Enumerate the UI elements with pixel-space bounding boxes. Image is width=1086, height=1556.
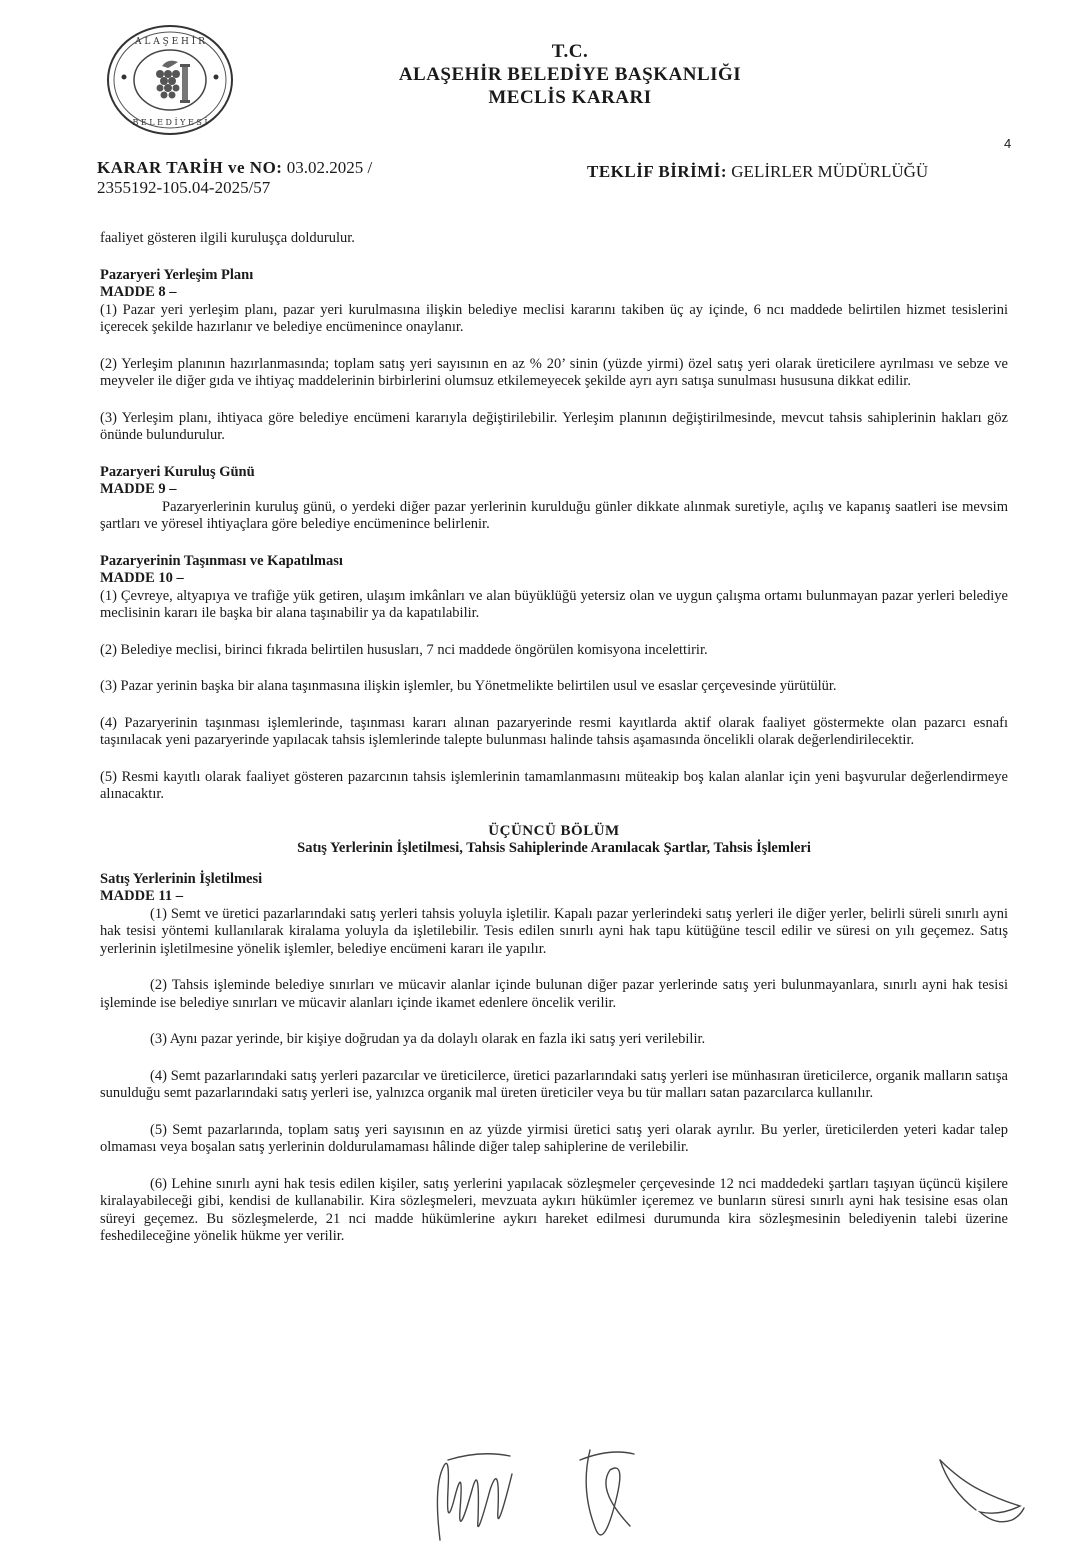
handwritten-signatures [420,1430,1040,1550]
proposing-unit-label: TEKLİF BİRİMİ: [587,162,728,181]
article-10-paragraph-2: (2) Belediye meclisi, birinci fıkrada belirtilen hususları, 7 nci maddede öngörülen komisyona incelettirir. [100,641,708,658]
article-10-paragraph-4: (4) Pazaryerinin taşınması işlemlerinde, taşınması kararı alınan pazaryerinde resmi kayıtlarda aktif olarak faaliyet göstermekte olan pazarcı esnafı taşınılacak yeni pazaryerinde yapılacak tahsis işlemlerinde talepte bulunması halinde tahsis aşamasında öncelikli olarak değerlendirilecektir. [100,714,1008,748]
article-11-paragraph-4: (4) Semt pazarlarındaki satış yerleri pazarcılar ve üreticilerce, üretici pazarlarındaki satış yerleri ise münhasıran üreticilerce, organik malların satışa sunulduğu semt pazarlarındaki satış yerleri ise, yalnızca organik mal üreten üreticiler veya bu tür malları satan pazarcılarca kullanılır. [100,1067,1008,1101]
article-9-paragraph-1: Pazaryerlerinin kuruluş günü, o yerdeki diğer pazar yerlerinin kurulduğu günler dikkate alınmak suretiyle, açılış ve kapanış saatleri ise mevsim şartları ve yöresel ihtiyaçlara göre belediye encümenince belirlenir. [100,498,1008,532]
svg-text:A L A Ş E H İ R: A L A Ş E H İ R [135,37,205,47]
page-number: 4 [1004,136,1012,151]
section-subtitle: Satış Yerlerinin İşletilmesi, Tahsis Sahiplerinde Aranılacak Şartlar, Tahsis İşlemleri [297,840,811,856]
article-8-paragraph-1: (1) Pazar yeri yerleşim planı, pazar yeri kurulmasına ilişkin belediye meclisi kararını takiben üç ay içinde, 6 ncı maddede belirtilen hizmet tesislerini içerecek şekilde hazırlanır ve belediye encümenince onaylanır. [100,301,1008,335]
article-10-label: MADDE 10 – [100,570,184,586]
header-municipality: ALAŞEHİR BELEDİYE BAŞKANLIĞI [398,64,742,85]
municipality-seal-logo [104,22,236,138]
header-doc-type: MECLİS KARARI [488,87,652,108]
document-body [100,230,1008,1246]
article-10-paragraph-1: (1) Çevreye, altyapıya ve trafiğe yük getiren, ulaşım imkânları ve alan büyüklüğü yetersiz olan ve uygun çalışma ortamı bulunmayan pazar yerleri belediye meclisinin kararı ile başka bir alana taşınabilir ya da kapatılabilir. [100,587,1008,621]
article-9-label: MADDE 9 – [100,481,177,497]
article-10-paragraph-3: (3) Pazar yerinin başka bir alana taşınmasına ilişkin işlemler, bu Yönetmelikte belirtilen usul ve esaslar çerçevesinde yürütülür. [100,678,837,694]
decision-date: 03.02.2025 / [286,158,373,177]
article-11-paragraph-2: (2) Tahsis işleminde belediye sınırları ve mücavir alanlar içinde bulunan diğer pazar yerlerinde satış yeri bulunmayanlara, sınırlı ayni hak tesisi işleminde ise belediye sınırları ve mücavir alanları içinde ikamet edenlere öncelik verilir. [100,977,1008,1011]
decision-number: 2355192-105.04-2025/57 [97,178,271,197]
article-11-paragraph-3: (3) Aynı pazar yerinde, bir kişiye doğrudan ya da dolaylı olarak en fazla iki satış yeri verilebilir. [150,1031,706,1047]
article-8-paragraph-2: (2) Yerleşim planının hazırlanmasında; toplam satış yeri sayısının en az % 20’ sinin (yüzde yirmi) özel satış yeri olarak üreticilere ayrılması ve sebze ve meyveler ile diğer gıda ve ihtiyaç maddelerinin birbirlerini olumsuz etkilemeyecek şekilde ayrı ayrı satışa sunulması hususuna dikkat edilir. [100,355,1008,389]
article-11-paragraph-6: (6) Lehine sınırlı ayni hak tesis edilen kişiler, satış yerlerini yapılacak sözleşmeler çerçevesinde 12 nci maddedeki şartları taşıyan üçüncü kişilere kiralayabileceği gibi, kendisi de kullanabilir. Kira sözleşmeleri, mevzuata aykırı hükümler içeremez ve bunların süresi sınırlı ayni hak tesisine esas olan süreyi geçemez. Bu sözleşmelerde, 21 nci madde hükümlerine aykırı hareket edilmesi durumunda kira sözleşmesinin belediyenin talebi üzerine feshedileceğine yönelik hükme yer verilir. [100,1175,1008,1244]
article-8-paragraph-3: (3) Yerleşim planı, ihtiyaca göre belediye encümeni kararıyla değiştirilebilir. Yerleşim planının değiştirilmesinde, mevcut tahsis sahiplerinin hakları göz önünde bulundurulur. [100,409,1008,443]
article-8-title: Pazaryeri Yerleşim Planı [100,266,254,283]
article-11-paragraph-1: (1) Semt ve üretici pazarlarındaki satış yerleri tahsis yoluyla işletilir. Kapalı pazar yerlerindeki satış yerleri ile diğer yerler, belirli süreli sınırlı ayni hak tesisi yöntemi kullanılarak kiralama yoluyla da işletilebilir. Tesis edilen sınırlı ayni hak tapu kütüğüne tescil edilir ve süresi on yılı geçemez. Satış yerlerinin işletilmesine yönelik işlemler, belediye encümeni kararı ile yapılır. [100,905,1008,957]
article-11-title: Satış Yerlerinin İşletilmesi [100,870,263,887]
article-11-label: MADDE 11 – [100,888,183,904]
article-8-label: MADDE 8 – [100,284,177,300]
decision-info [97,158,372,198]
svg-text:B E L E D İ Y E S İ: B E L E D İ Y E S İ [132,118,208,127]
intro-paragraph: faaliyet gösteren ilgili kuruluşça doldurulur. [100,230,355,246]
decision-label: KARAR TARİH ve NO: [97,158,283,177]
article-10-paragraph-5: (5) Resmi kayıtlı olarak faaliyet gösteren pazarcının tahsis işlemlerinin tamamlanmasını müteakip boş kalan alanlar için yeni başvurular değerlendirmeye alınacaktır. [100,768,1008,802]
article-9-title: Pazaryeri Kuruluş Günü [100,463,255,480]
proposing-unit-value: GELİRLER MÜDÜRLÜĞÜ [731,162,929,181]
section-title: ÜÇÜNCÜ BÖLÜM [488,822,620,839]
article-11-paragraph-5: (5) Semt pazarlarında, toplam satış yeri sayısının en az yüzde yirmisi üretici satış yeri olarak ayrılır. Bu yerler, üreticilerden yeteri kadar talep olmaması veya boşalan satış yerlerinin doldurulamaması hâlinde diğer talep sahiplerine de verilebilir. [100,1121,1008,1155]
document-header [300,40,840,109]
article-10-title: Pazaryerinin Taşınması ve Kapatılması [100,552,343,569]
proposing-unit [587,162,928,182]
header-tc: T.C. [551,41,589,62]
